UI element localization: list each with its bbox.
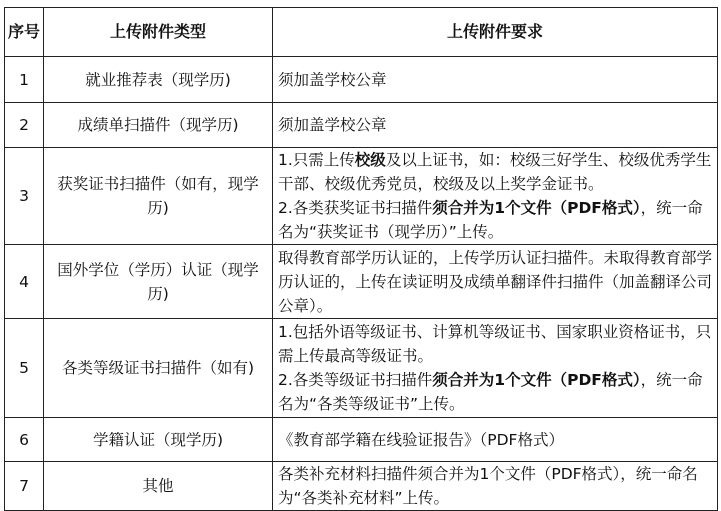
req-text: 1.只需上传 [278,151,355,169]
header-type: 上传附件类型 [44,8,273,57]
table-row [5,148,718,245]
req-text: 及以上证书，如：校级三好学生、校级优秀学生干部、校级优秀党员，校级及以上奖学金证书。 [278,151,712,193]
row-requirement: 取得教育部学历认证的，上传学历认证扫描件。未取得教育部学历认证的，上传在读证明及成绩单翻译件扫描件（加盖翻译公司公章）。 [273,245,718,319]
row-type: 各类等级证书扫描件（如有) [44,319,273,418]
table-row [5,319,718,418]
row-no: 7 [5,462,44,511]
header-no: 序号 [5,8,44,57]
table-row [5,103,718,148]
row-requirement: 须加盖学校公章 [273,57,718,103]
req-emphasis: 须合并为1个文件（PDF格式） [432,199,641,217]
req-text: ，统一命名为“获奖证书（现学历）”上传。 [278,199,703,241]
row-type: 国外学位（学历）认证（现学历) [44,245,273,319]
row-type: 获奖证书扫描件（如有，现学历) [44,148,273,245]
row-requirement [273,148,718,245]
table-row [5,462,718,511]
row-requirement: 各类补充材料扫描件须合并为1个文件（PDF格式），统一命名为“各类补充材料”上传。 [273,462,718,511]
row-no: 3 [5,148,44,245]
req-text: 2.各类获奖证书扫描件 [278,199,433,217]
attachment-requirements-table [4,7,718,511]
req-emphasis: 须合并为1个文件（PDF格式） [432,371,641,389]
row-no: 4 [5,245,44,319]
req-text: 2.各类等级证书扫描件 [278,371,433,389]
table-row [5,57,718,103]
row-no: 5 [5,319,44,418]
row-no: 1 [5,57,44,103]
req-text: 1.包括外语等级证书、计算机等级证书、国家职业资格证书，只需上传最高等级证书。 [278,323,712,365]
row-no: 6 [5,418,44,462]
req-emphasis: 校级 [354,151,386,169]
header-requirement: 上传附件要求 [273,8,718,57]
row-no: 2 [5,103,44,148]
row-requirement [273,319,718,418]
row-requirement: 《教育部学籍在线验证报告》（PDF格式） [273,418,718,462]
row-type: 成绩单扫描件（现学历) [44,103,273,148]
row-type: 就业推荐表（现学历) [44,57,273,103]
req-text: ，统一命名为“各类等级证书”上传。 [278,371,703,413]
table-header-row [5,8,718,57]
row-type: 其他 [44,462,273,511]
row-type: 学籍认证（现学历) [44,418,273,462]
row-requirement: 须加盖学校公章 [273,103,718,148]
table-row [5,418,718,462]
table-row [5,245,718,319]
